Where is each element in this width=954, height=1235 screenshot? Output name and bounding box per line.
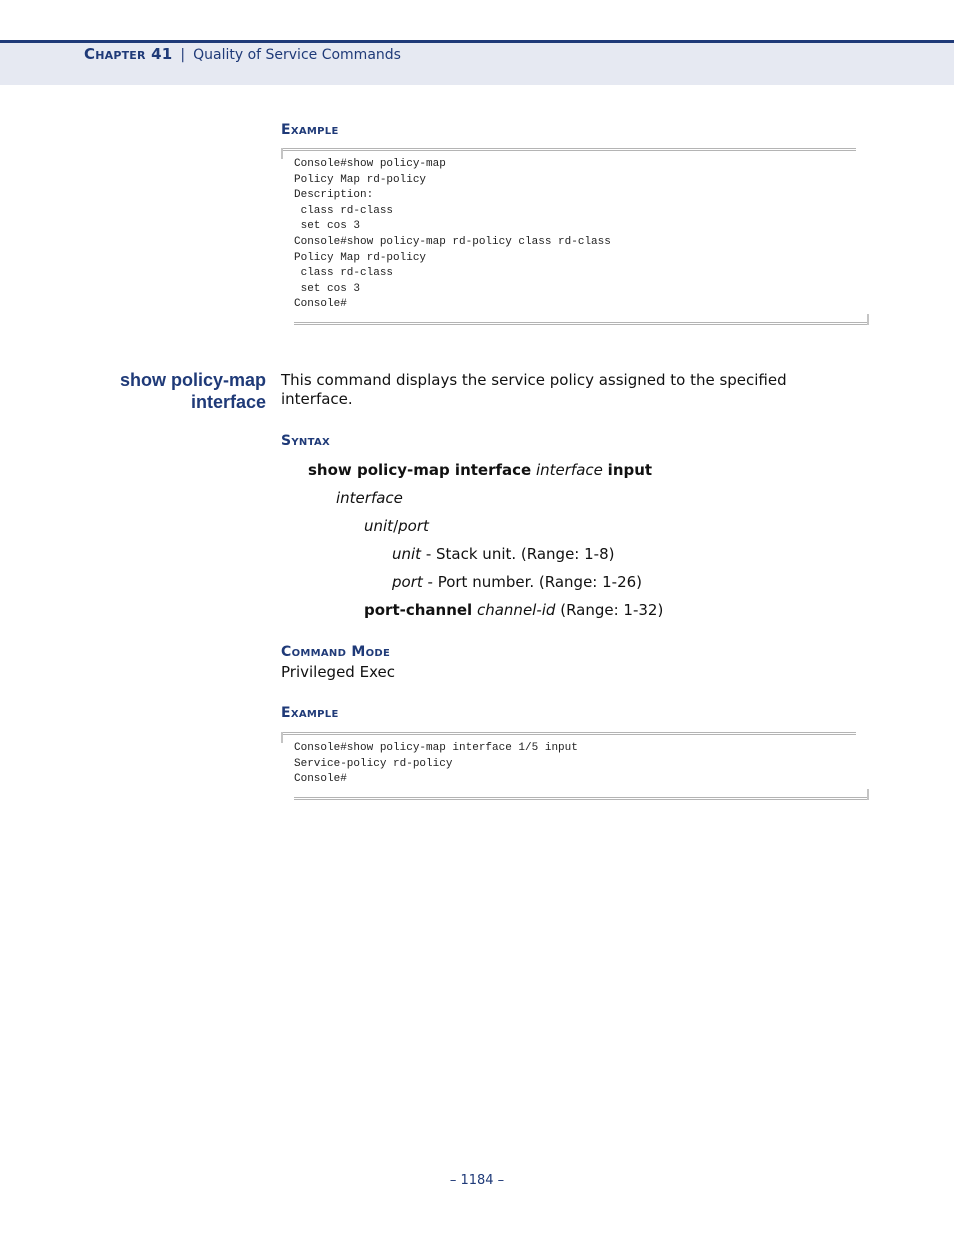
page-number: – 1184 – <box>449 1173 505 1188</box>
port-term: port <box>392 573 423 591</box>
command-name-heading <box>120 369 266 413</box>
code-top-rule <box>281 148 856 151</box>
param-port-desc-line <box>392 573 642 592</box>
command-description <box>281 371 787 409</box>
param-unit-port <box>364 517 429 536</box>
code-text-1: Console#show policy-map Policy Map rd-policy Description: class rd-class set cos 3 Console#show policy-map rd-policy class rd-class Policy Map rd-policy class rd-class set cos 3 Console# <box>294 158 611 311</box>
code-bottom-rule <box>294 322 869 325</box>
chapter-title: Quality of Service Commands <box>193 47 401 63</box>
description-line-1: This command displays the service policy assigned to the specified <box>281 371 787 389</box>
code-left-tick <box>281 732 283 743</box>
code-example-1 <box>281 148 869 326</box>
param-interface-term: interface <box>336 489 403 507</box>
port-channel-range: (Range: 1-32) <box>555 601 664 619</box>
chapter-label: Chapter 41 <box>84 45 173 63</box>
header-separator: | <box>180 47 186 63</box>
channel-id-term: channel-id <box>476 601 556 619</box>
param-unit-term: unit <box>364 517 394 535</box>
command-mode-value: Privileged Exec <box>281 663 395 681</box>
param-port-term: port <box>398 517 429 535</box>
code-right-tick <box>867 314 869 325</box>
description-line-2: interface. <box>281 390 353 408</box>
command-name-line-2: interface <box>190 392 266 412</box>
syntax-command-line <box>308 461 652 480</box>
code-left-tick <box>281 148 283 159</box>
syntax-cmd-italic: interface <box>535 461 603 479</box>
example-heading-2: Example <box>281 705 339 721</box>
command-name-line-1: show policy-map <box>119 370 266 390</box>
code-bottom-rule <box>294 797 869 800</box>
syntax-heading: Syntax <box>281 433 330 449</box>
unit-term: unit <box>392 545 422 563</box>
syntax-cmd-bold: show policy-map interface <box>308 461 532 479</box>
syntax-cmd-input: input <box>607 461 653 479</box>
param-slash: / <box>393 517 399 535</box>
running-header <box>84 45 401 64</box>
code-example-2 <box>281 732 869 801</box>
param-interface <box>336 489 403 508</box>
port-channel-keyword: port-channel <box>364 601 473 619</box>
unit-description: - Stack unit. (Range: 1-8) <box>421 545 615 563</box>
code-right-tick <box>867 789 869 800</box>
param-port-channel <box>364 601 663 620</box>
command-mode-heading: Command Mode <box>281 644 391 660</box>
code-text-2: Console#show policy-map interface 1/5 input Service-policy rd-policy Console# <box>294 742 578 786</box>
example-heading-1: Example <box>281 122 339 138</box>
port-description: - Port number. (Range: 1-26) <box>422 573 643 591</box>
code-top-rule <box>281 732 856 735</box>
param-unit-desc-line <box>392 545 614 564</box>
